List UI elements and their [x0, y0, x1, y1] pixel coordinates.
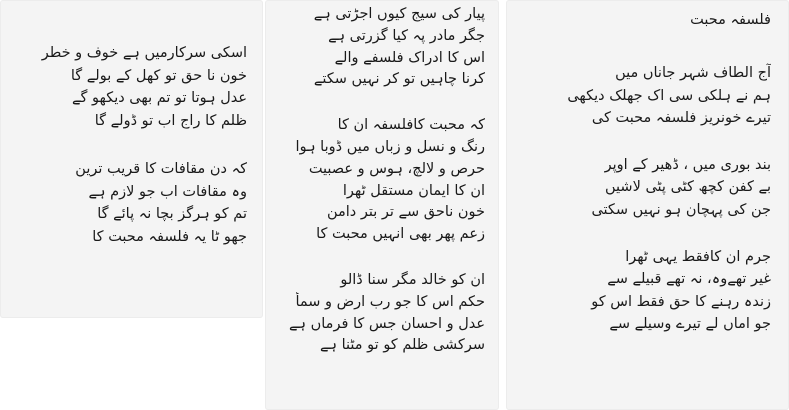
- poem-line: اس کا ادراک فلسفے والے: [334, 49, 485, 66]
- poem-line: سرکشی ظلم کو تو مٹنا ہے: [320, 337, 485, 354]
- stanza: [516, 246, 771, 336]
- poem-line: کرنا چاہیں تو کر نہیں سکتے: [313, 71, 485, 88]
- poem-line: ظلم کا راج اب تو ڈولے گا: [94, 112, 247, 129]
- stanza: [275, 4, 485, 91]
- poem-panel-left: [0, 0, 263, 318]
- stanza: [275, 270, 485, 357]
- poem-line: خون ناحق سے تر بتر دامن: [326, 204, 485, 221]
- poem-line: عدل ہوتا تو تم بھی دیکھو گے: [72, 90, 247, 106]
- stanza: [275, 115, 485, 246]
- poem-line: حکم اس کا جو رب ارض و سمأ: [295, 293, 485, 310]
- poem-line: بند بوری میں ، ڈھیر کے اوپر: [604, 156, 771, 173]
- poem-line: جرم ان کافقط یہی ٹھرا: [625, 248, 771, 265]
- poem-line: کہ دن مقافات کا قریب ترین: [75, 161, 247, 177]
- poem-panel-right: [506, 0, 789, 410]
- poem-line: جگر مادر پہ کیا گزرتی ہے: [328, 27, 485, 44]
- stanza: [516, 154, 771, 222]
- poem-line: زندہ رہنے کا حق فقط اس کو: [591, 293, 771, 310]
- poem-line: خون نا حق تو کھل کے بولے گا: [70, 67, 247, 84]
- poem-line: اسکی سرکارمیں ہے خوف و خطر: [41, 45, 247, 61]
- poem-line: ان کا ایمان مستقل ٹھرا: [342, 182, 485, 199]
- stanza: [14, 158, 247, 248]
- poem-panel-middle: [265, 0, 499, 410]
- poem-line: پیار کی سیج کیوں اجڑتی ہے: [313, 6, 485, 22]
- poem-line: ان کو خالد مگر سنا ڈالو: [340, 271, 485, 288]
- poem-line: جو اماں لے تیرے وسیلے سے: [609, 316, 771, 333]
- poem-line: کہ محبت کافلسفہ ان کا: [337, 117, 485, 134]
- poem-line: عدل و احسان جس کا فرماں ہے: [289, 315, 485, 332]
- poem-line: تیرے خونریز فلسفہ محبت کی: [591, 110, 771, 127]
- poem-line: حرص و لالچ، ہوس و عصبیت: [308, 160, 485, 177]
- poem-line: تم کو ہرگز بچا نہ پائے گا: [97, 206, 247, 222]
- poem-line: رنگ و نسل و زباں میں ڈوبا ہوا: [295, 138, 485, 155]
- stanza: [516, 62, 771, 130]
- poem-line: جن کی پہچان ہو نہیں سکتی: [591, 201, 771, 218]
- poem-title: فلسفہ محبت: [690, 12, 771, 28]
- stanza: [14, 42, 247, 132]
- poem-line: آج الطاف شہر جاناں میں: [615, 65, 771, 81]
- poem-line: ہم نے ہلکی سی اک جھلک دیکھی: [567, 87, 771, 104]
- poem-line: وہ مقافات اب جو لازم ہے: [88, 183, 247, 200]
- poem-line: بے کفن کچھ کٹی پٹی لاشیں: [605, 179, 771, 196]
- poem-line: جھو ٹا یہ فلسفہ محبت کا: [92, 228, 247, 245]
- poem-line: زعم پھر بھی انہیں محبت کا: [316, 226, 485, 243]
- poem-line: غیر تھےوہ، نہ تھے قبیلے سے: [607, 271, 771, 288]
